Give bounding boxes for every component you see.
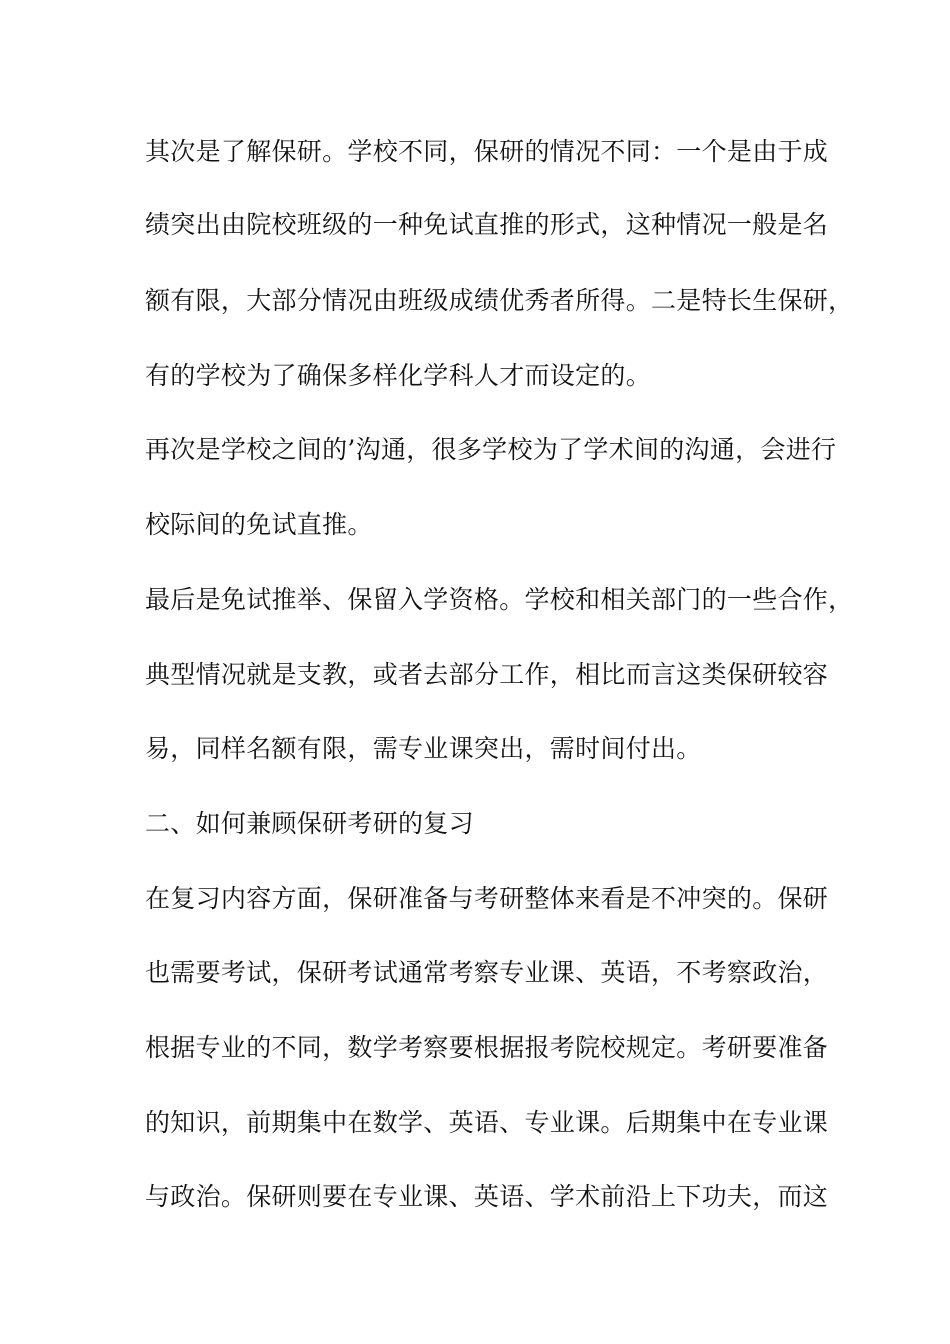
paragraph-line: 额有限，大部分情况由班级成绩优秀者所得。二是特长生保研， (145, 286, 854, 315)
paragraph-line: 其次是了解保研。学校不同，保研的情况不同：一个是由于成 (145, 137, 829, 166)
paragraph-line: 也需要考试，保研考试通常考察专业课、英语，不考察政治， (145, 958, 829, 987)
paragraph-line: 有的学校为了确保多样化学科人才而设定的。 (145, 361, 652, 390)
paragraph-line: 易，同样名额有限，需专业课突出，需时间付出。 (145, 734, 702, 763)
paragraph-line: 绩突出由院校班级的一种免试直推的形式，这种情况一般是名 (145, 210, 829, 239)
paragraph-line: 最后是免试推举、保留入学资格。学校和相关部门的一些合作， (145, 585, 854, 614)
paragraph-line: 在复习内容方面，保研准备与考研整体来看是不冲突的。保研 (145, 884, 829, 913)
section-heading: 二、如何兼顾保研考研的复习 (145, 809, 474, 838)
paragraph-line: 与政治。保研则要在专业课、英语、学术前沿上下功夫，而这 (145, 1182, 829, 1211)
paragraph-line: 根据专业的不同，数学考察要根据报考院校规定。考研要准备 (145, 1033, 829, 1062)
paragraph-line: 再次是学校之间的’沟通，很多学校为了学术间的沟通，会进行 (145, 435, 837, 464)
paragraph-line: 校际间的免试直推。 (145, 510, 373, 539)
paragraph-line: 的知识，前期集中在数学、英语、专业课。后期集中在专业课 (145, 1108, 829, 1137)
paragraph-line: 典型情况就是支教，或者去部分工作，相比而言这类保研较容 (145, 660, 829, 689)
